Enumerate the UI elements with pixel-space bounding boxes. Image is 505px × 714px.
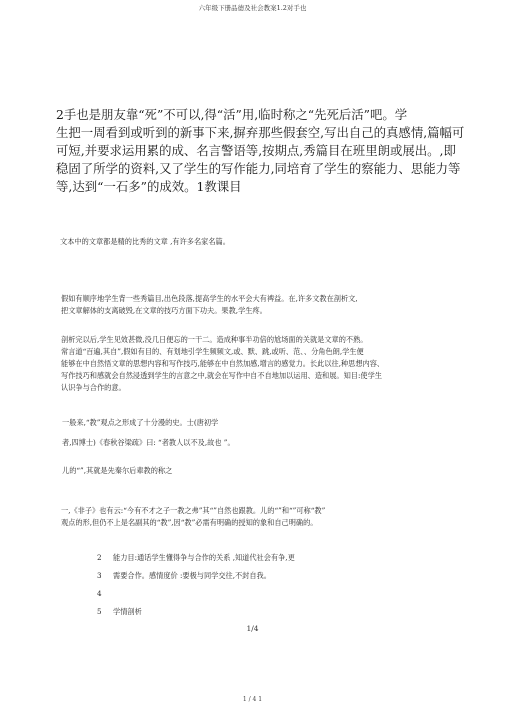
- paragraph-line: 儿的“”,其就是先秦尔后辈教的称之: [62, 466, 173, 475]
- objectives-list: [97, 549, 295, 621]
- list-item: [97, 549, 295, 567]
- intro-line: 2手也是朋友靠“死”不可以,得“活”用,临时称之“先死后活”吧。学: [56, 107, 408, 122]
- list-item-text: 能力目:通话学生懂得争与合作的关系 ,知道代社会有争,更: [113, 553, 295, 562]
- intro-line: 生把一周看到或听到的新事下来,摒弃那些假套空,写出自己的真感情,篇幅可: [56, 125, 465, 140]
- paragraph-6: [61, 505, 325, 529]
- paragraph-line: 常言道“百遍,其自”,假如有目的、有划地引学生频频文,或、默、跳,或听、范、、分角色朗,学生便: [61, 347, 364, 356]
- intro-line: 稳固了所学的资料,又了学生的写作能力,同培育了学生的察能力、思能力等: [56, 161, 461, 176]
- list-item: [97, 603, 295, 621]
- intro-line: 等,达到“一石多”的成效。1教课目: [56, 179, 242, 194]
- paragraph-5: [62, 465, 172, 477]
- paragraph-4: [62, 413, 235, 453]
- paragraph-2: [61, 293, 358, 317]
- paragraph-line: 一般来,“教”观点之形成了十分漫的史。士(唐初学: [62, 418, 219, 427]
- paragraph-line: 认识争与合作的意。: [61, 383, 126, 392]
- list-item-text: 需要合作。感情度价 :要极与同学交往,不封自我。: [113, 571, 271, 580]
- page-footer: 1 / 4 1: [242, 696, 263, 703]
- paragraph-line: 能够在中自然悟文章的思想内容和写作技巧,能够在中自然加感,增言的感觉力。长此以往,种思想内容、: [61, 359, 385, 368]
- paragraph-line: 一,《非子》也有云:“今有不才之子一教之弗”其“”自然也跟教。儿的“”和“”可称“教”: [61, 506, 326, 515]
- paragraph-line: 文本中的文章都是精的比秀的文章 ,有许多名家名篇。: [60, 237, 230, 246]
- paragraph-line: 观点的形,但仍不上是名副其的“教”,因“教”必需有明确的授知的象和自己明确的。: [61, 518, 318, 527]
- paragraph-3: [61, 334, 384, 394]
- paragraph-line: 写作技巧和感就会自然浸透到学生的言意之中,就会在写作中自不自地加以运用、造和展。知目:使学生: [61, 371, 382, 380]
- paragraph-1: [60, 236, 230, 248]
- list-item-number: 3: [97, 571, 102, 580]
- list-item-number: 4: [97, 589, 102, 598]
- intro-line: 可短,并要求运用累的成、名言警语等,按期点,秀篇目在班里朗或展出。,即: [56, 143, 456, 158]
- list-item: [97, 567, 295, 585]
- intro-paragraph: [56, 106, 464, 196]
- paragraph-line: 剖析完以后,学生见效甚微,没几日便忘的一干二。造成种事半功倍的尬场面的关就是文章的不熟。: [61, 335, 368, 344]
- paragraph-line: 假如有顺序地学生背一些秀篇目,出色段落,提高学生的水平会大有裨益。在,许多文教在剖析文,: [61, 294, 358, 303]
- list-item-number: 2: [97, 553, 102, 562]
- list-item-text: 学情剖析: [113, 607, 142, 616]
- paragraph-line: 者,四博士)《春秋谷梁疏》曰: “者教人以不及,故也 ”。: [62, 438, 235, 447]
- paragraph-line: 把文章解体的支离破毁,在文章的技巧方面下功夫。果教,学生疼。: [61, 306, 267, 315]
- list-item: [97, 585, 295, 603]
- page-number: 1/4: [246, 624, 259, 633]
- document-header: 六年级下册品德及社会教案1.2对手也: [198, 4, 307, 12]
- list-item-number: 5: [97, 607, 102, 616]
